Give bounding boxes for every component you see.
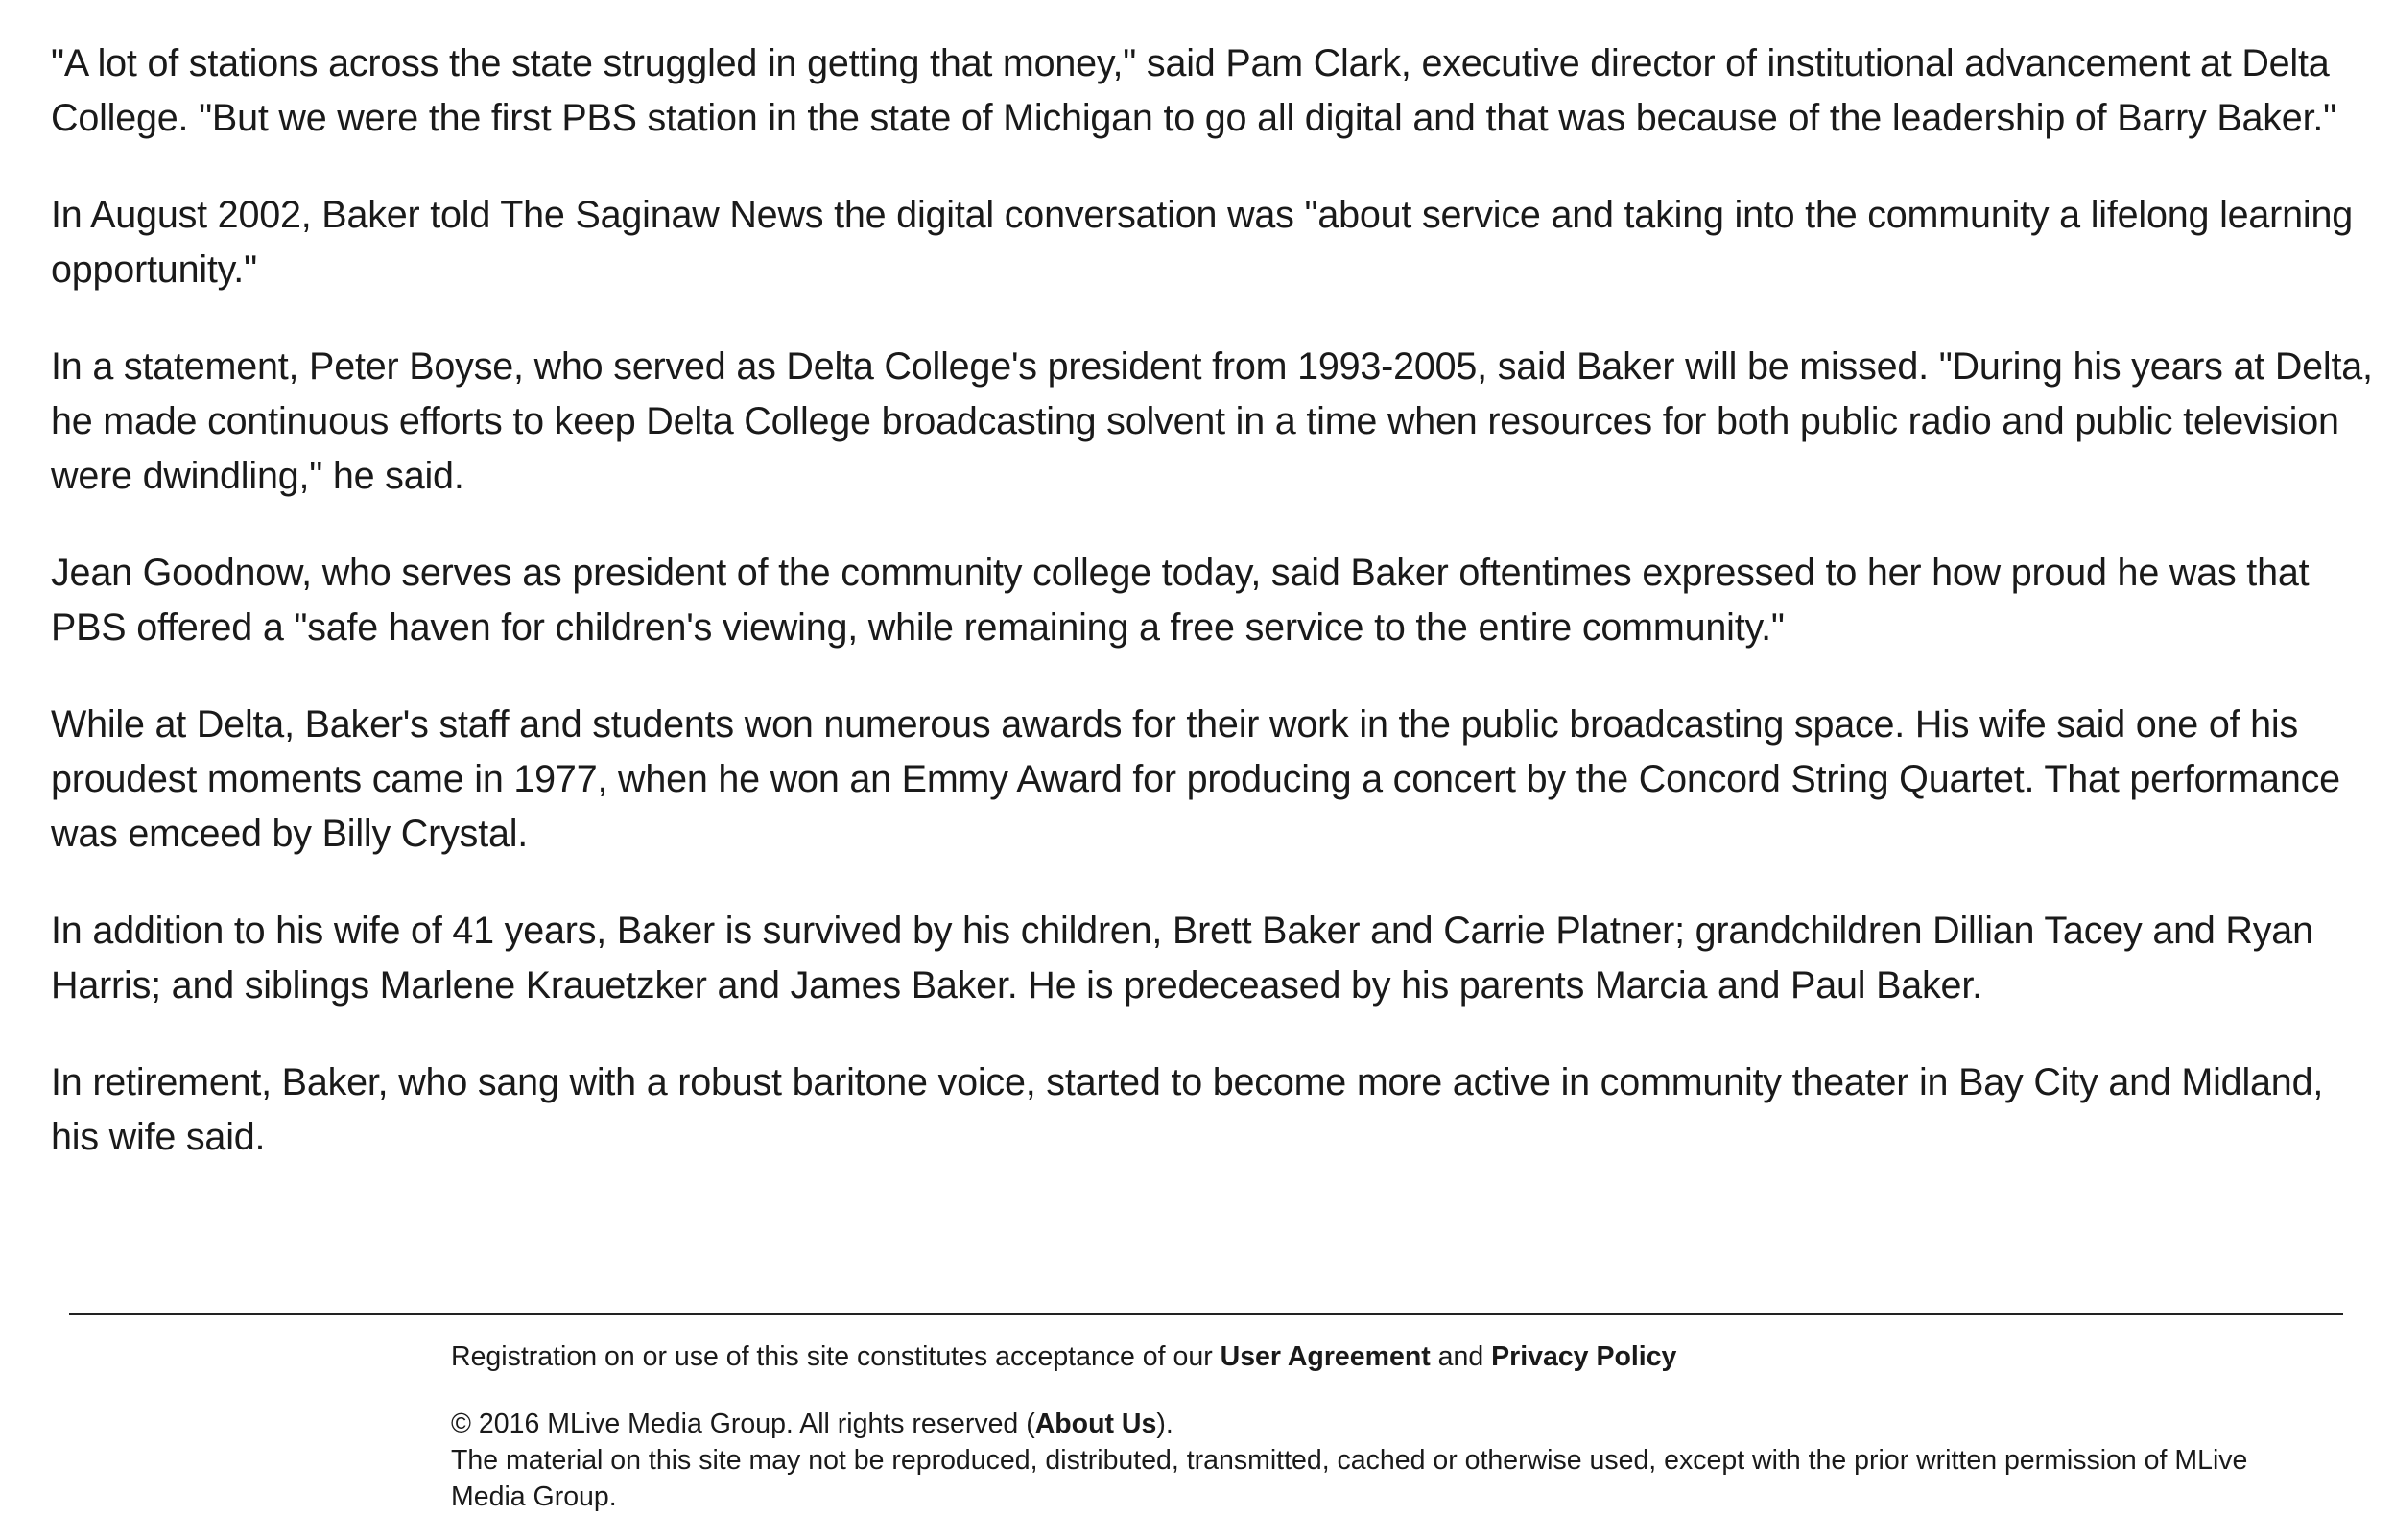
article-paragraph-7: In retirement, Baker, who sang with a robust baritone voice, started to become more active in community theater in Bay City and Midland, his wife said. <box>51 1061 2324 1158</box>
article-paragraph-1: "A lot of stations across the state struggled in getting that money," said Pam Clark, executive director of institutional advancement at Delta College. "But we were the first PBS station in the state of Michigan to go all digital and that was because of the leadership of Barry Baker." <box>51 42 2336 139</box>
registration-notice <box>451 1339 2322 1375</box>
article-paragraph-2: In August 2002, Baker told The Saginaw News the digital conversation was "about service and taking into the community a lifelong learning opportunity." <box>51 194 2354 291</box>
article-paragraph-3: In a statement, Peter Boyse, who served as Delta College's president from 1993-2005, said Baker will be missed. "During his years at Delta, he made continuous efforts to keep Delta College broadcasting solvent in a time when resources for both public radio and public television were dwindling," he said. <box>51 345 2373 497</box>
registration-text: Registration on or use of this site constitutes acceptance of our <box>451 1341 1221 1372</box>
article-paragraph-5: While at Delta, Baker's staff and students won numerous awards for their work in the public broadcasting space. His wife said one of his proudest moments came in 1977, when he won an Emmy Award for producing a concert by the Concord String Quartet. That performance was emceed by Billy Crystal. <box>51 703 2340 855</box>
copyright-line <box>451 1406 2322 1442</box>
site-footer <box>451 1339 2322 1515</box>
privacy-policy-link[interactable]: Privacy Policy <box>1491 1341 1677 1372</box>
article-paragraph-6: In addition to his wife of 41 years, Baker is survived by his children, Brett Baker and Carrie Platner; grandchildren Dillian Tacey and Ryan Harris; and siblings Marlene Krauetzker and James Baker. He is predeceased by his parents Marcia and Paul Baker. <box>51 910 2313 1007</box>
copyright-text: © 2016 MLive Media Group. All rights reserved ( <box>451 1409 1035 1439</box>
article-body <box>51 36 2373 1207</box>
footer-divider <box>69 1313 2343 1315</box>
about-us-link[interactable]: About Us <box>1034 1409 1157 1439</box>
article-paragraph-4: Jean Goodnow, who serves as president of the community college today, said Baker oftentimes expressed to her how proud he was that PBS offered a "safe haven for children's viewing, while remaining a free service to the entire community." <box>51 552 2310 649</box>
reproduction-notice: The material on this site may not be reproduced, distributed, transmitted, cached or otherwise used, except with the prior written permission of MLive Media Group. <box>451 1445 2248 1512</box>
copyright-suffix: ). <box>1156 1409 1173 1439</box>
user-agreement-link[interactable]: User Agreement <box>1220 1341 1431 1372</box>
and-text: and <box>1430 1341 1492 1372</box>
